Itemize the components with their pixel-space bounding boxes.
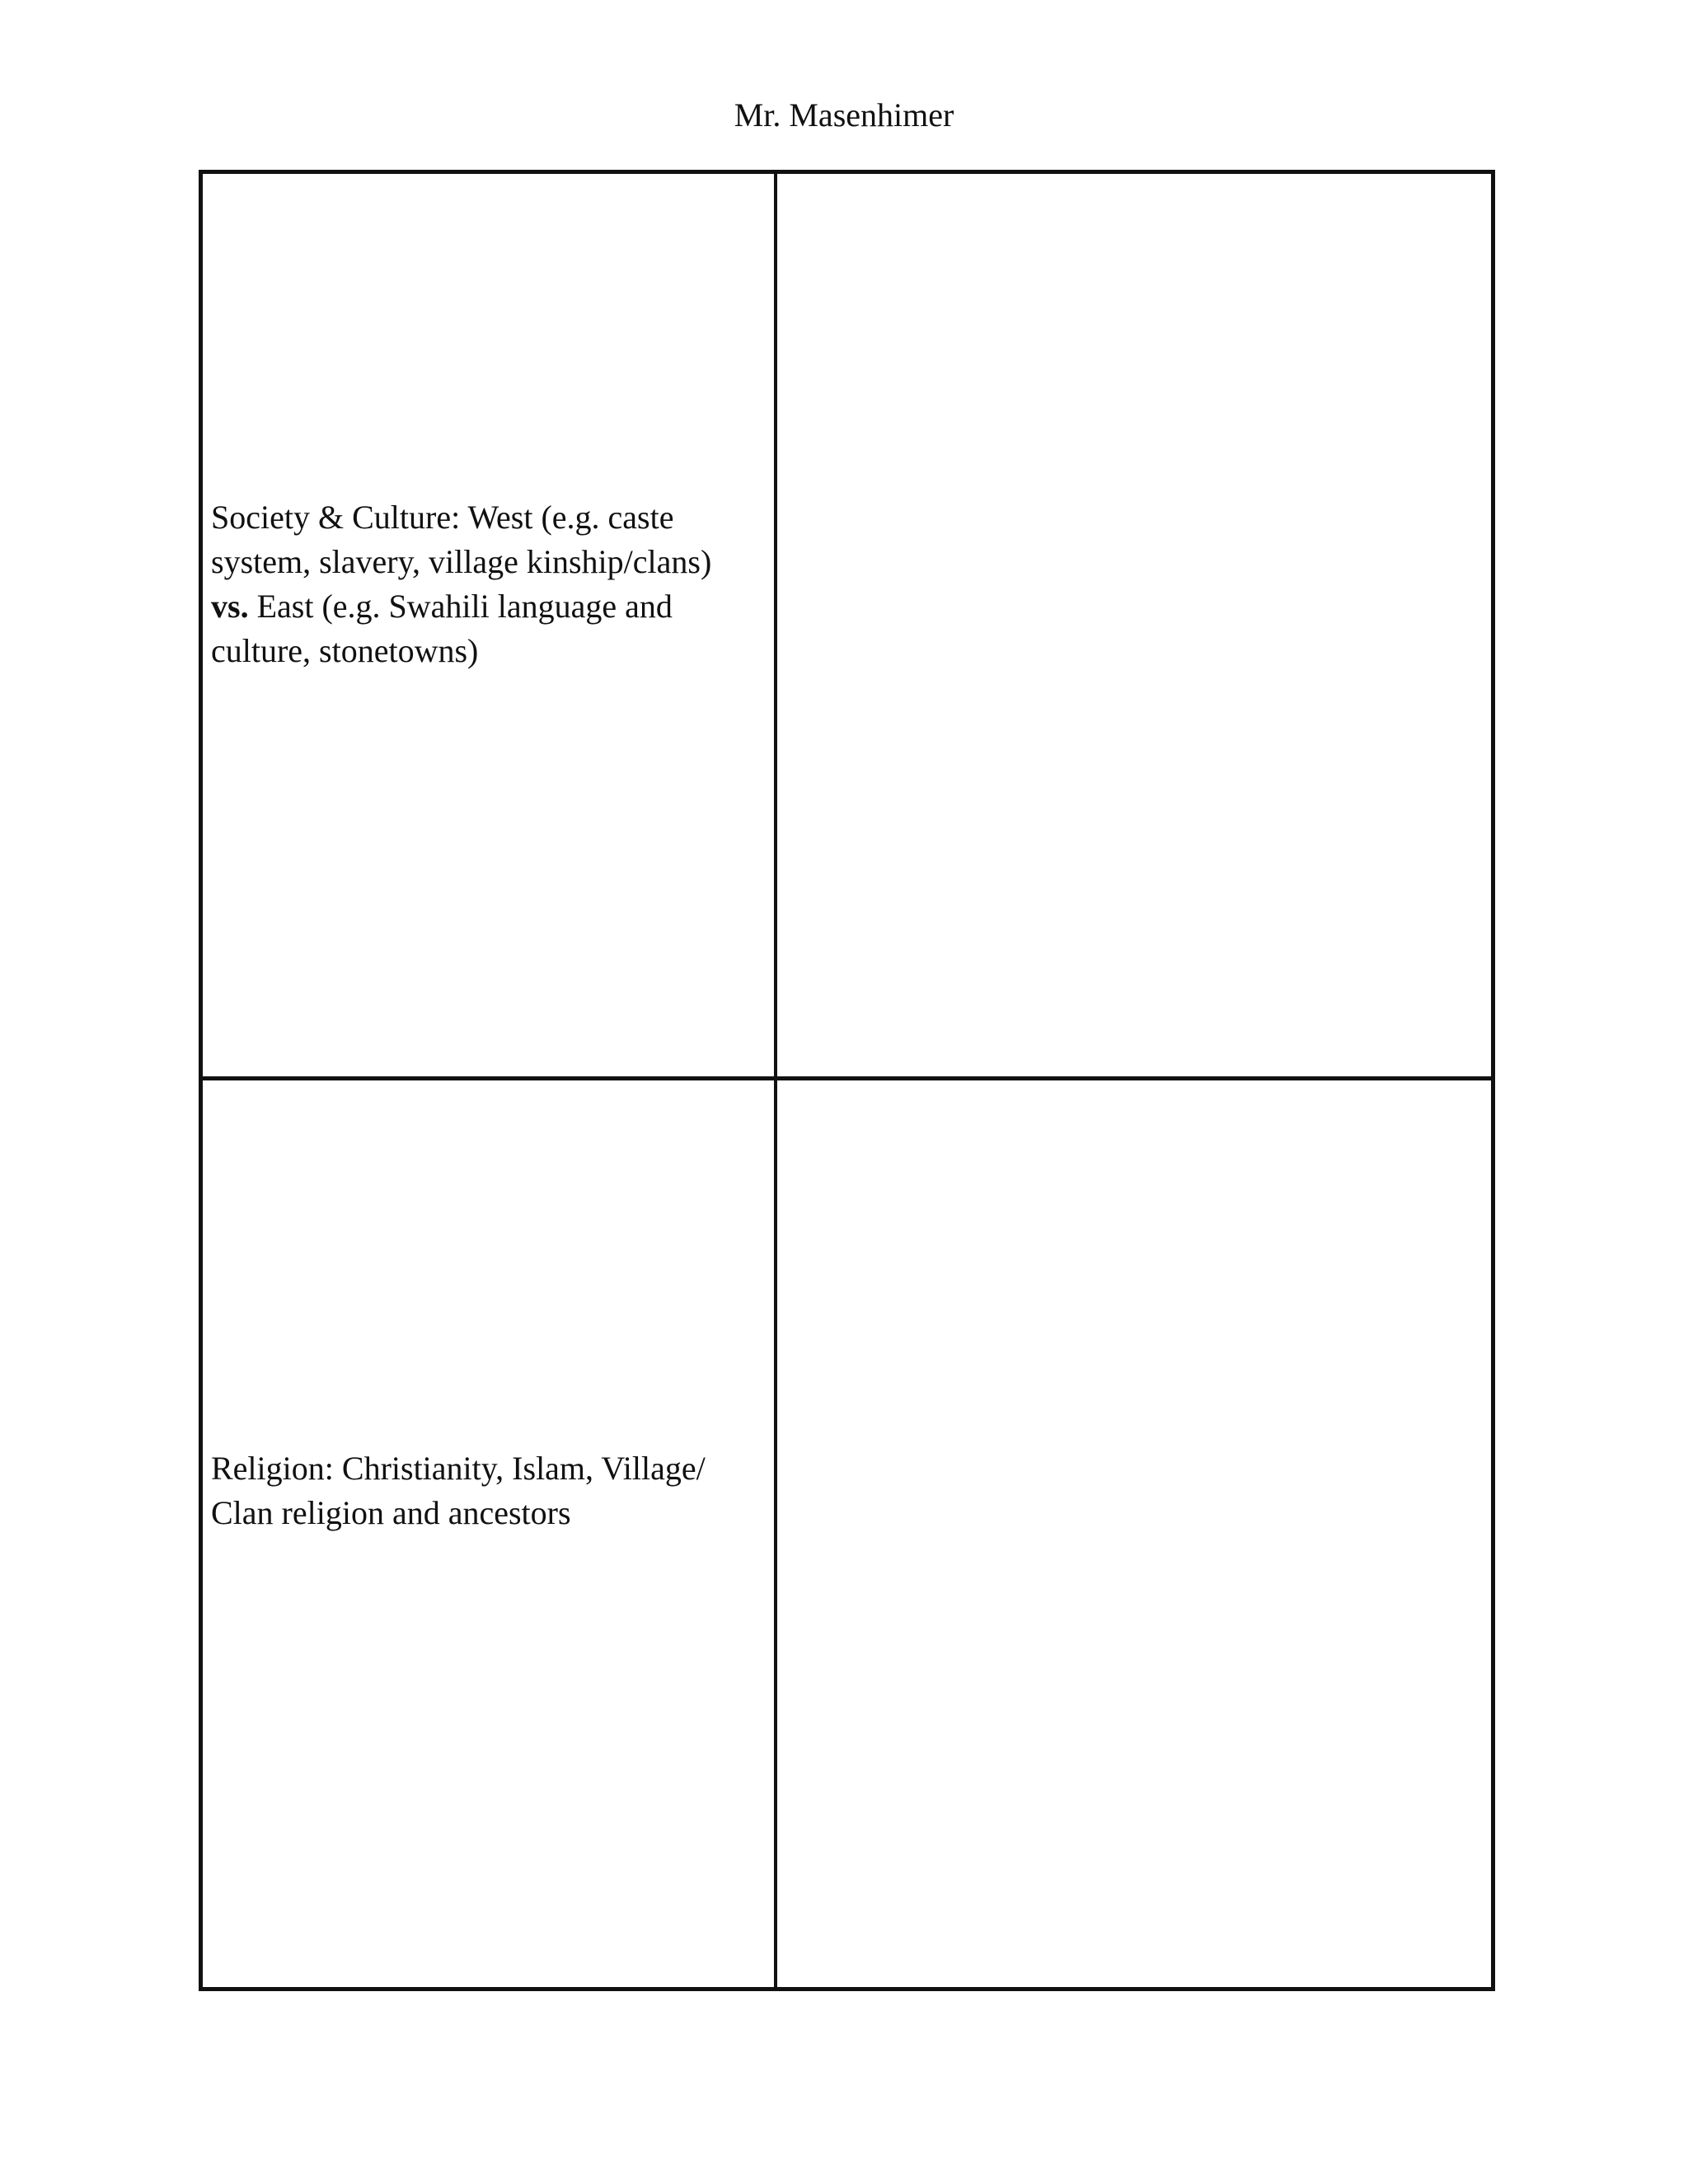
versus-label: vs. — [211, 587, 249, 625]
religion-answer-cell[interactable] — [777, 1080, 1491, 1987]
society-culture-prompt-text: Society & Culture: West (e.g. caste system, slavery, village kinship/clans) — [211, 498, 712, 580]
society-culture-prompt-cell — [203, 174, 777, 1080]
religion-prompt: Religion: Christianity, Islam, Village/ Clan religion and ancestors — [211, 1449, 706, 1531]
teacher-name: Mr. Masenhimer — [734, 96, 954, 134]
society-culture-answer-cell[interactable] — [777, 174, 1491, 1080]
religion-prompt-cell — [203, 1080, 777, 1987]
worksheet-table — [199, 170, 1495, 1991]
society-culture-prompt-east: East (e.g. Swahili language and culture, stonetowns) — [211, 587, 673, 669]
society-culture-prompt — [211, 495, 749, 673]
